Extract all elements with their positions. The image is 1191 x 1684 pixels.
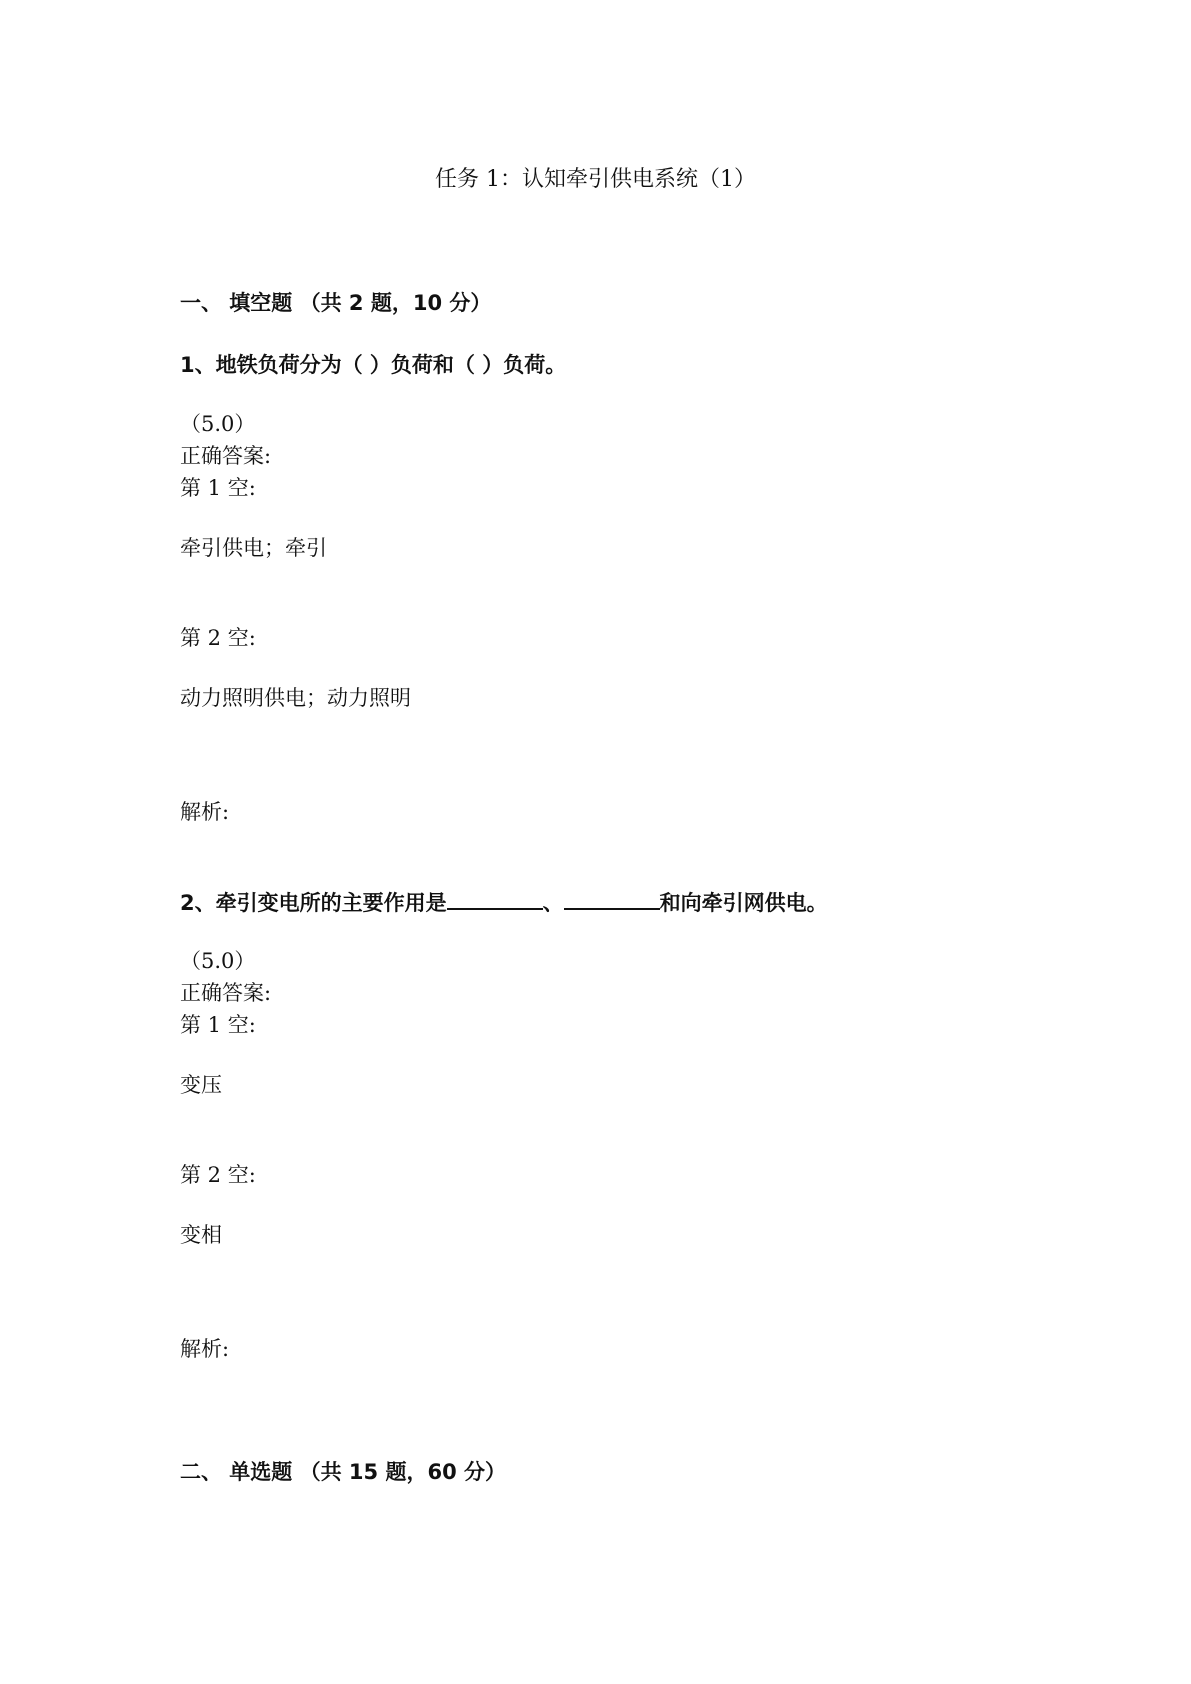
question-2-stem-before: 2、牵引变电所的主要作用是 — [180, 891, 447, 915]
question-1-answer-label: 正确答案: — [180, 444, 272, 468]
question-2-blank-2-label: 第 2 空: — [180, 1163, 256, 1187]
question-2-stem-after: 和向牵引网供电。 — [659, 891, 828, 915]
question-2-blank-2-answer: 变相 — [180, 1223, 222, 1247]
question-2-answer-label: 正确答案: — [180, 981, 272, 1005]
question-1-blank-2-label: 第 2 空: — [180, 626, 256, 650]
question-1-stem: 1、地铁负荷分为（ ）负荷和（ ）负荷。 — [180, 353, 567, 377]
question-2-analysis-label: 解析: — [180, 1337, 230, 1361]
question-2-blank-2-line — [564, 888, 660, 910]
question-1-blank-2-answer: 动力照明供电；动力照明 — [180, 686, 411, 710]
question-2-blank-1-line — [447, 888, 543, 910]
page-title: 任务 1：认知牵引供电系统（1） — [435, 167, 756, 192]
question-1-blank-1-answer: 牵引供电；牵引 — [180, 536, 327, 560]
question-1-blank-1-label: 第 1 空: — [180, 476, 256, 500]
question-2-stem — [180, 887, 828, 917]
question-2-blank-1-answer: 变压 — [180, 1073, 222, 1097]
question-2-blank-1-label: 第 1 空: — [180, 1013, 256, 1037]
question-2-score: （5.0） — [180, 949, 256, 973]
section-heading-single-choice: 二、 单选题 （共 15 题，60 分） — [180, 1460, 507, 1484]
question-1-score: （5.0） — [180, 412, 256, 436]
question-2-stem-sep: 、 — [542, 891, 564, 915]
section-heading-fill-blank: 一、 填空题 （共 2 题，10 分） — [180, 291, 492, 315]
question-1-analysis-label: 解析: — [180, 800, 230, 824]
